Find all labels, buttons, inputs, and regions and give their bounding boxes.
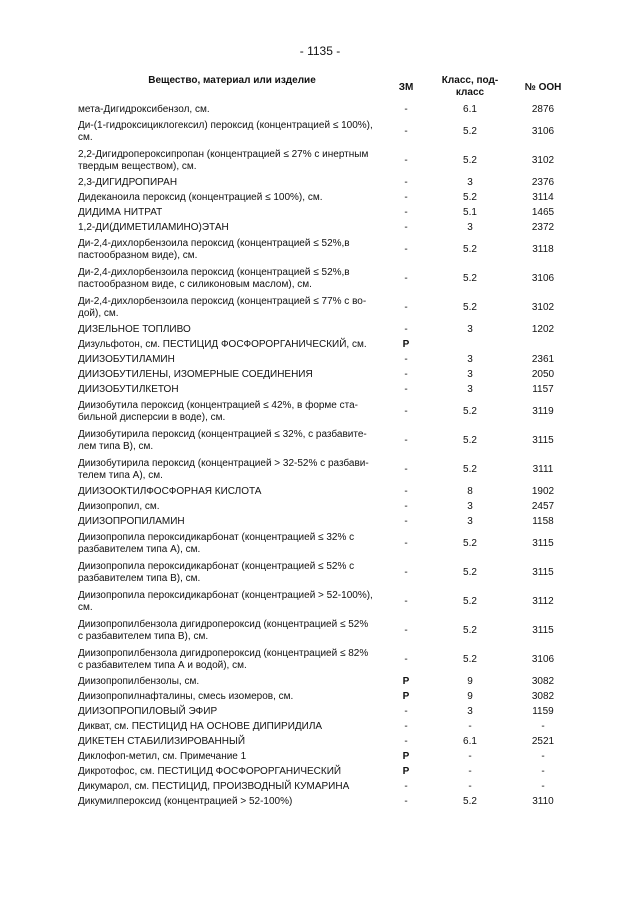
zm-cell: - <box>404 515 408 527</box>
header-class <box>426 75 514 99</box>
table-header <box>78 74 572 102</box>
class-cell: 5.2 <box>463 243 477 255</box>
substance-cell: 2,3-ДИГИДРОПИРАН <box>78 176 178 188</box>
zm-cell: - <box>404 595 408 607</box>
zm-cell: - <box>404 720 408 732</box>
substance-cell: 2,2-Дигидропероксипропан (концентрацией ≤ 27% с инертным твердым веществом), см. <box>78 148 369 172</box>
substance-cell: ДИИЗОБУТИЛКЕТОН <box>78 383 179 395</box>
substance-cell: Дизульфотон, см. ПЕСТИЦИД ФОСФОРОРГАНИЧЕСКИЙ, см. <box>78 338 367 350</box>
zm-cell: - <box>404 125 408 137</box>
un-cell: 3115 <box>532 434 554 446</box>
zm-cell: - <box>404 154 408 166</box>
substance-cell: Дикват, см. ПЕСТИЦИД НА ОСНОВЕ ДИПИРИДИЛА <box>78 720 323 732</box>
class-cell: 5.2 <box>463 405 477 417</box>
substance-cell: 1,2-ДИ(ДИМЕТИЛАМИНО)ЭТАН <box>78 221 229 233</box>
un-cell: 3118 <box>532 243 554 255</box>
class-cell: 5.2 <box>463 653 477 665</box>
un-cell: 1159 <box>532 705 554 717</box>
un-cell: - <box>541 780 545 792</box>
zm-cell: - <box>404 103 408 115</box>
un-cell: - <box>541 750 545 762</box>
class-cell: - <box>468 720 472 732</box>
class-cell: 5.2 <box>463 537 477 549</box>
substance-cell: ДИИЗОБУТИЛАМИН <box>78 353 175 365</box>
un-cell: 3115 <box>532 537 554 549</box>
class-cell: 5.2 <box>463 595 477 607</box>
zm-cell: - <box>404 383 408 395</box>
class-cell: 8 <box>467 485 473 497</box>
un-cell: 1902 <box>531 485 555 497</box>
table-row <box>78 322 572 337</box>
zm-cell: - <box>404 795 408 807</box>
zm-cell: - <box>404 705 408 717</box>
zm-cell: - <box>404 500 408 512</box>
substance-cell: Диизопропила пероксидикарбонат (концентрацией ≤ 52% с разбавителем типа В), см. <box>78 560 355 584</box>
table-row <box>78 235 572 264</box>
un-cell: 3082 <box>531 690 555 702</box>
un-cell: 2050 <box>531 368 555 380</box>
zm-cell: - <box>404 272 408 284</box>
zm-cell: Р <box>402 338 410 350</box>
table-row <box>78 190 572 205</box>
class-cell: 5.2 <box>463 154 477 166</box>
un-cell: 3115 <box>532 566 554 578</box>
zm-cell: - <box>404 191 408 203</box>
table-row <box>78 499 572 514</box>
zm-cell: - <box>404 735 408 747</box>
zm-cell: - <box>404 301 408 313</box>
table-row <box>78 734 572 749</box>
substance-cell: ДИЗЕЛЬНОЕ ТОПЛИВО <box>78 323 191 335</box>
class-cell: 5.2 <box>463 191 477 203</box>
class-cell: 3 <box>467 383 473 395</box>
table-row <box>78 455 572 484</box>
substance-cell: Ди-2,4-дихлорбензоила пероксид (концентрацией ≤ 77% с во-дой), см. <box>78 295 367 319</box>
un-cell: 3115 <box>532 624 554 636</box>
substance-cell: Дикумарол, см. ПЕСТИЦИД, ПРОИЗВОДНЫЙ КУМАРИНА <box>78 780 350 792</box>
table-row <box>78 220 572 235</box>
table-row <box>78 514 572 529</box>
table-row <box>78 704 572 719</box>
un-cell: 1158 <box>532 515 554 527</box>
un-cell: 3119 <box>532 405 554 417</box>
substance-cell: Диклофоп-метил, см. Примечание 1 <box>78 750 247 762</box>
substance-cell: ДИКЕТЕН СТАБИЛИЗИРОВАННЫЙ <box>78 735 246 747</box>
table-row <box>78 117 572 146</box>
table-row <box>78 146 572 175</box>
table-row <box>78 719 572 734</box>
class-cell: 5.2 <box>463 272 477 284</box>
table-row <box>78 264 572 293</box>
table-row <box>78 352 572 367</box>
substance-cell: Ди-2,4-дихлорбензоила пероксид (концентрацией ≤ 52%,в пастообразном виде), см. <box>78 237 350 261</box>
class-cell: 6.1 <box>463 103 477 115</box>
zm-cell: - <box>404 624 408 636</box>
zm-cell: - <box>404 243 408 255</box>
class-cell: 5.2 <box>463 624 477 636</box>
zm-cell: Р <box>402 690 410 702</box>
class-cell: 3 <box>467 500 473 512</box>
class-cell: 5.2 <box>463 795 477 807</box>
header-substance: Вещество, материал или изделие <box>148 75 316 86</box>
table-row <box>78 175 572 190</box>
table-row <box>78 558 572 587</box>
header-class-line2: класс <box>455 87 485 98</box>
class-cell: 5.2 <box>463 566 477 578</box>
un-cell: 3102 <box>531 154 555 166</box>
un-cell: 3112 <box>532 595 554 607</box>
substance-cell: ДИИЗОПРОПИЛОВЫЙ ЭФИР <box>78 705 218 717</box>
table-row <box>78 616 572 645</box>
zm-cell: - <box>404 566 408 578</box>
substance-cell: Диизопропил, см. <box>78 500 160 512</box>
substance-cell: Диизопропила пероксидикарбонат (концентрацией ≤ 32% с разбавителем типа А), см. <box>78 531 355 555</box>
substance-cell: Диизобутила пероксид (концентрацией ≤ 42%, в форме ста-бильной дисперсии в воде), см. <box>78 399 359 423</box>
class-cell: - <box>468 750 472 762</box>
un-cell: 3106 <box>531 125 555 137</box>
table-row <box>78 382 572 397</box>
class-cell: 5.2 <box>463 125 477 137</box>
header-un: № ООН <box>524 82 562 93</box>
un-cell: 3110 <box>532 795 554 807</box>
substance-cell: Дикумилпероксид (концентрацией > 52-100%) <box>78 795 293 807</box>
class-cell: 5.1 <box>463 206 477 218</box>
class-cell: - <box>468 765 472 777</box>
table-row <box>78 484 572 499</box>
header-class-line1: Класс, под- <box>441 75 499 86</box>
substance-cell: ДИИЗООКТИЛФОСФОРНАЯ КИСЛОТА <box>78 485 262 497</box>
table-row <box>78 205 572 220</box>
class-cell: 5.2 <box>463 463 477 475</box>
class-cell: 3 <box>467 221 473 233</box>
table-body <box>78 102 572 809</box>
un-cell: 3114 <box>532 191 554 203</box>
substance-cell: мета-Дигидроксибензол, см. <box>78 103 210 115</box>
class-cell: 9 <box>467 690 473 702</box>
zm-cell: - <box>404 323 408 335</box>
table-row <box>78 587 572 616</box>
un-cell: 2376 <box>531 176 555 188</box>
zm-cell: - <box>404 368 408 380</box>
table-row <box>78 674 572 689</box>
zm-cell: - <box>404 780 408 792</box>
class-cell: 3 <box>467 323 473 335</box>
class-cell: - <box>468 780 472 792</box>
substance-cell: Дидеканоила пероксид (концентрацией ≤ 100%), см. <box>78 191 323 203</box>
zm-cell: Р <box>402 675 410 687</box>
substance-cell: Диизопропила пероксидикарбонат (концентрацией > 52-100%), см. <box>78 589 373 613</box>
substance-cell: Ди-(1-гидроксициклогексил) пероксид (концентрацией ≤ 100%), см. <box>78 119 373 143</box>
zm-cell: - <box>404 537 408 549</box>
page-number: - 1135 - <box>299 44 341 58</box>
class-cell: 6.1 <box>463 735 477 747</box>
un-cell: 1202 <box>531 323 555 335</box>
un-cell: 3082 <box>531 675 555 687</box>
un-cell: - <box>541 765 545 777</box>
table-row <box>78 102 572 117</box>
substance-cell: Диизопропилбензолы, см. <box>78 675 200 687</box>
substance-cell: Ди-2,4-дихлорбензоила пероксид (концентрацией ≤ 52%,в пастообразном виде, с силиконовым маслом), см. <box>78 266 350 290</box>
table-row <box>78 689 572 704</box>
class-cell: 9 <box>467 675 473 687</box>
table-row <box>78 529 572 558</box>
un-cell: 3106 <box>531 653 555 665</box>
zm-cell: - <box>404 353 408 365</box>
un-cell: - <box>541 720 545 732</box>
un-cell: 2876 <box>531 103 555 115</box>
table-row <box>78 749 572 764</box>
table-row <box>78 397 572 426</box>
zm-cell: - <box>404 405 408 417</box>
class-cell: 3 <box>467 176 473 188</box>
zm-cell: - <box>404 176 408 188</box>
table-row <box>78 367 572 382</box>
table-row <box>78 426 572 455</box>
un-cell: 2521 <box>531 735 555 747</box>
un-cell: 1465 <box>531 206 555 218</box>
header-zm: ЗМ <box>398 82 414 93</box>
zm-cell: - <box>404 434 408 446</box>
zm-cell: - <box>404 653 408 665</box>
table-row <box>78 293 572 322</box>
class-cell: 3 <box>467 353 473 365</box>
class-cell: 3 <box>467 368 473 380</box>
un-cell: 2361 <box>531 353 555 365</box>
un-cell: 3106 <box>531 272 555 284</box>
substance-cell: ДИИЗОПРОПИЛАМИН <box>78 515 185 527</box>
substance-cell: Диизобутирила пероксид (концентрацией ≤ 32%, с разбавите-лем типа В), см. <box>78 428 367 452</box>
zm-cell: - <box>404 485 408 497</box>
table-row <box>78 794 572 809</box>
class-cell: 3 <box>467 705 473 717</box>
substance-cell: ДИИЗОБУТИЛЕНЫ, ИЗОМЕРНЫЕ СОЕДИНЕНИЯ <box>78 368 313 380</box>
zm-cell: Р <box>402 765 410 777</box>
substance-cell: Диизопропилбензола дигидропероксид (концентрацией ≤ 52% с разбавителем типа В), см. <box>78 618 369 642</box>
zm-cell: - <box>404 221 408 233</box>
table-row <box>78 337 572 352</box>
un-cell: 1157 <box>532 383 554 395</box>
table-row <box>78 779 572 794</box>
class-cell: 5.2 <box>463 434 477 446</box>
class-cell: 5.2 <box>463 301 477 313</box>
un-cell: 3111 <box>532 463 554 475</box>
un-cell: 3102 <box>531 301 555 313</box>
substance-cell: Диизопропилбензола дигидропероксид (концентрацией ≤ 82% с разбавителем типа А и водой), см. <box>78 647 369 671</box>
un-cell: 2372 <box>531 221 555 233</box>
substance-cell: Диизобутирила пероксид (концентрацией > 32-52% с разбави-телем типа А), см. <box>78 457 369 481</box>
class-cell: 3 <box>467 515 473 527</box>
substance-cell: ДИДИМА НИТРАТ <box>78 206 163 218</box>
zm-cell: - <box>404 463 408 475</box>
zm-cell: - <box>404 206 408 218</box>
substance-cell: Дикротофос, см. ПЕСТИЦИД ФОСФОРОРГАНИЧЕСКИЙ <box>78 765 342 777</box>
zm-cell: Р <box>402 750 410 762</box>
un-cell: 2457 <box>531 500 555 512</box>
table-row <box>78 645 572 674</box>
substance-cell: Диизопропилнафталины, смесь изомеров, см. <box>78 690 294 702</box>
table-row <box>78 764 572 779</box>
